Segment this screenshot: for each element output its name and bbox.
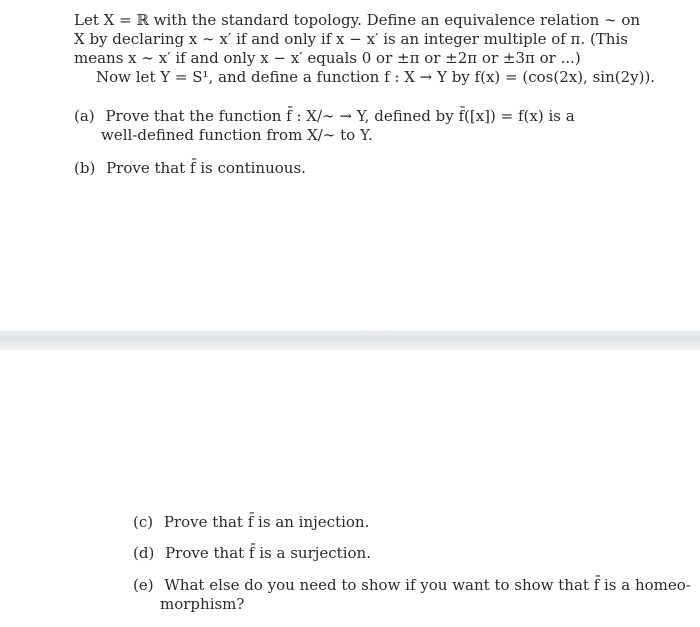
part-a-line-2: well-defined function from X/∼ to Y. — [101, 126, 373, 144]
part-b-label: (b) — [74, 159, 96, 177]
page-divider — [0, 330, 700, 350]
part-d-text: Prove that f̄ is a surjection. — [165, 544, 371, 562]
part-c-label: (c) — [133, 513, 154, 531]
part-a-label: (a) — [74, 107, 95, 125]
part-e-line-2: morphism? — [160, 595, 245, 613]
part-c-text: Prove that f̄ is an injection. — [163, 513, 370, 531]
part-e-line-1: What else do you need to show if you want to show that f̄ is a homeo- — [164, 576, 691, 594]
part-d — [133, 544, 653, 563]
intro-line-2: X by declaring x ∼ x′ if and only if x − x′ is an integer multiple of π. (This — [74, 30, 628, 48]
problem-statement — [74, 11, 656, 87]
part-a — [74, 107, 634, 145]
part-e — [133, 576, 691, 614]
intro-line-1: Let X = ℝ with the standard topology. Define an equivalence relation ∼ on — [74, 11, 641, 29]
part-b-text: Prove that f̄ is continuous. — [106, 159, 306, 177]
part-b — [74, 159, 634, 178]
part-c — [133, 513, 653, 532]
part-a-line-1: Prove that the function f̄ : X/∼ → Y, defined by f̄([x]) = f(x) is a — [105, 107, 575, 125]
intro-line-4: Now let Y = S¹, and define a function f : X → Y by f(x) = (cos(2x), sin(2y)). — [96, 68, 656, 86]
part-d-label: (d) — [133, 544, 155, 562]
intro-line-3: means x ∼ x′ if and only x − x′ equals 0 or ±π or ±2π or ±3π or ...) — [74, 49, 581, 67]
part-e-label: (e) — [133, 576, 154, 594]
